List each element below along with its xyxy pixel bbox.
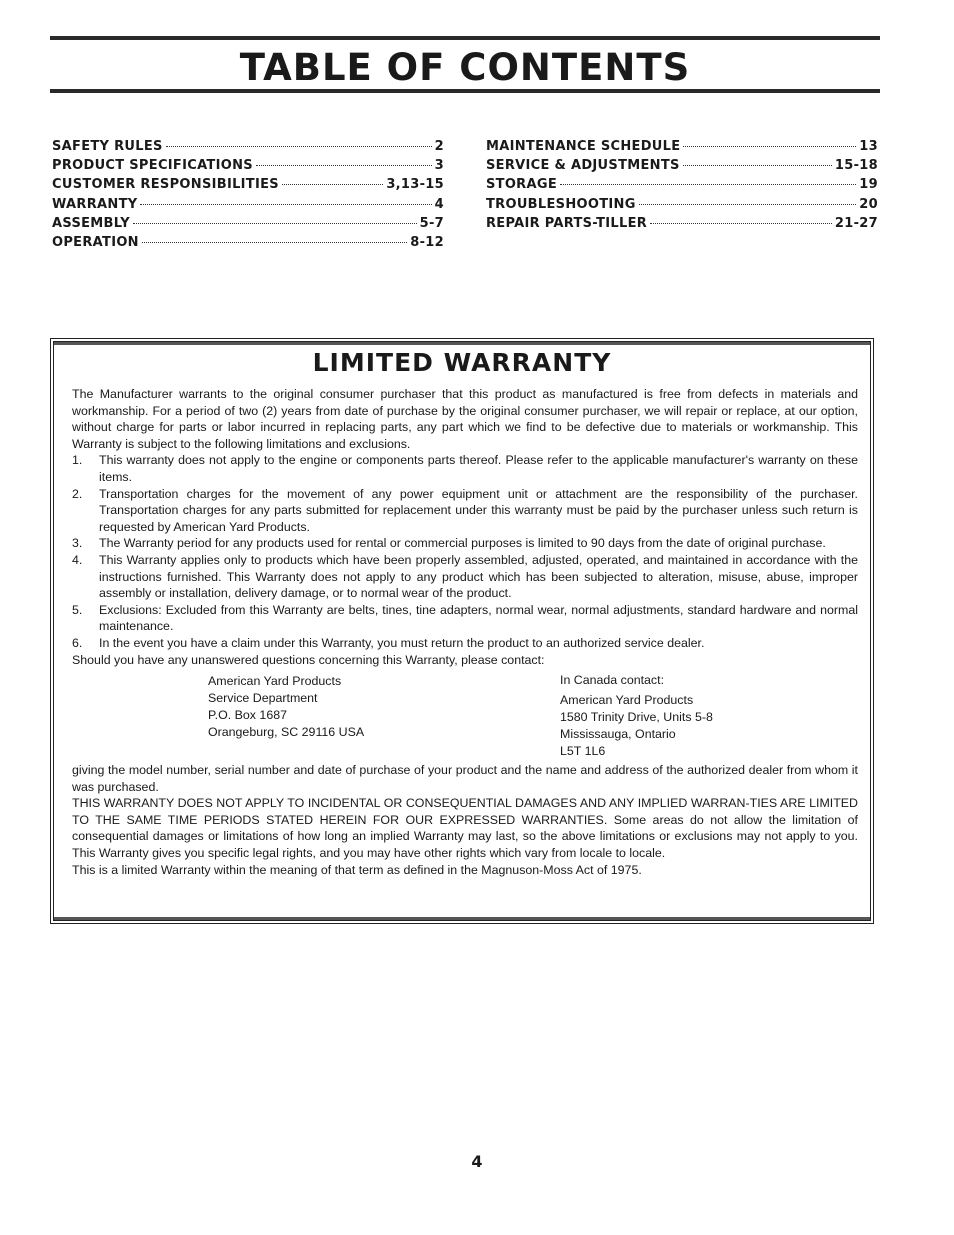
- toc-entry-label: WARRANTY: [52, 196, 138, 212]
- toc-leader-dots: [683, 165, 832, 166]
- address-line: P.O. Box 1687: [208, 708, 287, 723]
- toc-entry: [52, 158, 444, 177]
- warranty-giving-text: giving the model number, serial number and date of purchase of your product and the name and address of the authorized dealer from whom it was purchased.: [72, 763, 858, 794]
- toc-entry-label: SERVICE & ADJUSTMENTS: [486, 158, 680, 174]
- toc-leader-dots: [142, 242, 407, 243]
- toc-entry: [52, 216, 444, 235]
- limited-warranty-box: [50, 338, 874, 924]
- toc-leader-dots: [639, 204, 857, 205]
- toc-entry: [52, 235, 444, 254]
- list-item: [72, 602, 858, 635]
- toc-entry: [486, 216, 878, 235]
- title-rule-top: [50, 36, 880, 40]
- warranty-body: [72, 386, 858, 878]
- toc-entry-page: 2: [434, 139, 444, 154]
- address-line: American Yard Products: [560, 693, 694, 708]
- address-line: Mississauga, Ontario: [560, 727, 676, 742]
- toc-entry-label: CUSTOMER RESPONSIBILITIES: [52, 177, 279, 193]
- contact-intro: Should you have any unanswered questions concerning this Warranty, please contact:: [72, 652, 545, 667]
- toc-title: TABLE OF CONTENTS: [239, 46, 691, 89]
- toc-entry-label: REPAIR PARTS-TILLER: [486, 215, 648, 231]
- toc-entry: [486, 197, 878, 216]
- toc-leader-dots: [133, 223, 417, 224]
- toc-leader-dots: [140, 204, 431, 205]
- list-item-text: This Warranty applies only to products which have been properly assembled, adjusted, operated, and maintained in accordance with the instructions furnished. This Warranty does not apply to any product which has been subjected to alteration, misuse, abuse, improper assembly or installation, delivery damage, or to normal wear of the product.: [99, 552, 858, 601]
- list-item-text: In the event you have a claim under this Warranty, you must return the product to an authorized service dealer.: [99, 635, 705, 650]
- toc-entry-page: 13: [859, 139, 878, 154]
- warranty-closing: This is a limited Warranty within the meaning of that term as defined in the Magnuson-Moss Act of 1975.: [72, 862, 642, 877]
- toc-entry-page: 20: [859, 196, 878, 212]
- toc-entry-page: 4: [434, 196, 444, 212]
- toc-entry-label: MAINTENANCE SCHEDULE: [486, 139, 681, 154]
- title-rule-bottom: [50, 89, 880, 93]
- toc-entry: [486, 177, 878, 196]
- canada-contact-label: In Canada contact:: [560, 673, 665, 688]
- address-line: Service Department: [208, 691, 318, 706]
- list-item-number: 6.: [72, 635, 83, 650]
- list-item-text: This warranty does not apply to the engine or components parts thereof. Please refer to the applicable manufacturer's warranty on these items.: [99, 453, 858, 484]
- toc-entry-page: 21-27: [834, 215, 878, 231]
- toc-leader-dots: [560, 184, 856, 185]
- contact-addresses: [72, 672, 858, 760]
- toc-left-column: [52, 139, 444, 254]
- toc-entry-label: SAFETY RULES: [52, 139, 163, 154]
- toc-entry-label: TROUBLESHOOTING: [486, 196, 636, 212]
- toc-entry-page: 3,13-15: [386, 177, 444, 193]
- toc-leader-dots: [683, 146, 856, 147]
- toc-leader-dots: [282, 184, 383, 185]
- toc-entry: [52, 197, 444, 216]
- toc-leader-dots: [650, 223, 832, 224]
- list-item-number: 4.: [72, 552, 83, 567]
- address-canada: [560, 672, 713, 760]
- list-item-text: The Warranty period for any products used for rental or commercial purposes is limited to 90 days from the date of original purchase.: [99, 536, 826, 551]
- toc-entry-label: OPERATION: [52, 234, 139, 250]
- toc-entry-page: 5-7: [419, 215, 444, 231]
- toc-entry: [486, 158, 878, 177]
- list-item: [72, 486, 858, 536]
- list-item-text: Transportation charges for the movement of any power equipment unit or attachment are the responsibility of the purchaser. Transportation charges for any parts submitted for replacement under this warranty must be paid by the purchaser unless such return is requested by American Yard Products.: [99, 486, 858, 534]
- toc-leader-dots: [166, 146, 432, 147]
- toc-leader-dots: [256, 165, 432, 166]
- warranty-disclaimer: THIS WARRANTY DOES NOT APPLY TO INCIDENTAL OR CONSEQUENTIAL DAMAGES AND ANY IMPLIED WARRAN-TIES ARE LIMITED TO THE SAME TIME PERIODS STATED HEREIN FOR OUR EXPRESSED WARRANTIES. Some areas do not allow the limitation of consequential damages or limitations of how long an implied Warranty may last, so the above limitations or exclusions may not apply to you. This Warranty gives you specific legal rights, and you may have other rights which vary from locale to locale.: [72, 796, 858, 861]
- warranty-title: LIMITED WARRANTY: [312, 348, 612, 377]
- address-line: American Yard Products: [208, 674, 342, 689]
- toc-entry: [52, 139, 444, 158]
- address-line: 1580 Trinity Drive, Units 5-8: [560, 710, 713, 725]
- list-item: [72, 635, 858, 652]
- list-item-number: 2.: [72, 486, 83, 501]
- list-item: [72, 552, 858, 602]
- list-item-number: 5.: [72, 602, 83, 617]
- toc-entry-page: 3: [434, 158, 444, 174]
- toc-right-column: [486, 139, 878, 235]
- address-line: L5T 1L6: [560, 744, 606, 759]
- warranty-limitations-list: [72, 452, 858, 651]
- toc-entry-page: 19: [859, 177, 878, 193]
- toc-entry-page: 8-12: [410, 234, 444, 250]
- toc-entry-label: PRODUCT SPECIFICATIONS: [52, 158, 253, 174]
- toc-entry: [52, 177, 444, 196]
- list-item: [72, 535, 858, 552]
- list-item: [72, 452, 858, 485]
- list-item-number: 3.: [72, 536, 83, 551]
- address-usa: [208, 672, 560, 760]
- toc-entry-page: 15-18: [834, 158, 878, 174]
- warranty-box-bottom-band: [54, 917, 870, 920]
- list-item-number: 1.: [72, 453, 83, 468]
- warranty-intro: The Manufacturer warrants to the original consumer purchaser that this product as manufactured is free from defects in materials and workmanship. For a period of two (2) years from date of purchase by the original consumer purchaser, we will repair or replace, at our option, without charge for parts or labor incurred in replacing parts, any part which we find to be defective due to materials or workmanship. This Warranty is subject to the following limitations and exclusions.: [72, 387, 858, 451]
- address-line: Orangeburg, SC 29116 USA: [208, 725, 365, 740]
- list-item-text: Exclusions: Excluded from this Warranty are belts, tines, tine adapters, normal wear, normal adjustments, standard hardware and normal maintenance.: [99, 602, 858, 634]
- toc-entry-label: ASSEMBLY: [52, 215, 131, 231]
- toc-entry: [486, 139, 878, 158]
- page-number: 4: [471, 1152, 483, 1171]
- warranty-box-top-band: [54, 342, 870, 345]
- toc-entry-label: STORAGE: [486, 177, 558, 193]
